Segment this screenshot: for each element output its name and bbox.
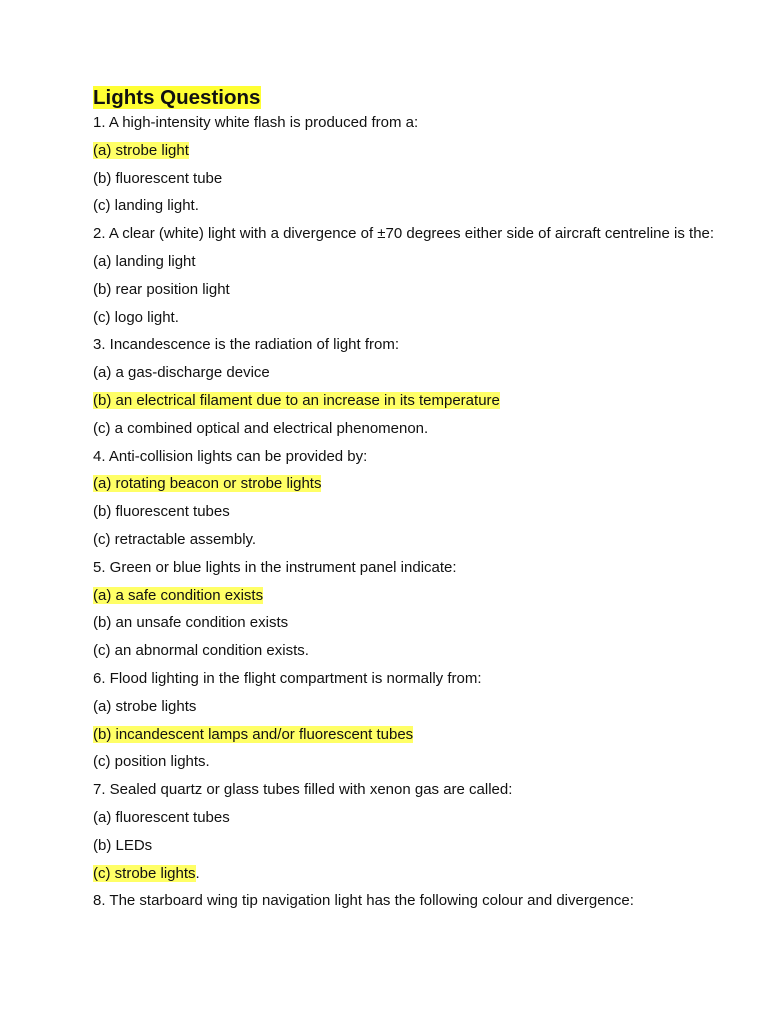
answer-option — [93, 142, 728, 160]
answer-text: (b) an unsafe condition exists — [93, 614, 289, 632]
answer-option — [93, 503, 728, 521]
answer-option — [93, 364, 728, 382]
answer-text: (b) fluorescent tubes — [93, 503, 230, 521]
title-highlight: Lights Questions — [93, 86, 261, 109]
answer-text: (b) fluorescent tube — [93, 169, 223, 187]
answer-option — [93, 837, 728, 855]
highlighted-answer: (b) incandescent lamps and/or fluorescent tubes — [93, 725, 414, 743]
question-text: 2. A clear (white) light with a divergence of ±70 degrees either side of aircraft centreline is the: — [93, 225, 715, 243]
answer-text: (a) a gas-discharge device — [93, 364, 270, 382]
answer-text: (b) LEDs — [93, 836, 153, 854]
answer-option — [93, 197, 728, 215]
answer-option — [93, 531, 728, 549]
answer-text: (c) retractable assembly. — [93, 530, 257, 548]
answer-option — [93, 698, 728, 716]
answer-text: (c) logo light. — [93, 308, 179, 326]
answer-option — [93, 309, 728, 327]
question-text: 8. The starboard wing tip navigation light has the following colour and divergence: — [93, 892, 634, 910]
answer-option — [93, 642, 728, 660]
answer-option — [93, 809, 728, 827]
answer-option — [93, 170, 728, 188]
answer-option — [93, 420, 728, 438]
answer-option — [93, 614, 728, 632]
answer-text: (c) position lights. — [93, 753, 210, 771]
answer-option — [93, 587, 728, 605]
answer-suffix: . — [195, 864, 200, 882]
highlighted-answer: (a) strobe light — [93, 141, 189, 159]
highlighted-answer: (a) rotating beacon or strobe lights — [93, 475, 322, 493]
question-text: 3. Incandescence is the radiation of light from: — [93, 336, 400, 354]
question-list — [93, 114, 728, 910]
answer-option — [93, 392, 728, 410]
document-page — [93, 84, 728, 920]
question-text: 1. A high-intensity white flash is produced from a: — [93, 114, 419, 131]
answer-text: (a) landing light — [93, 252, 196, 270]
page-title — [93, 84, 728, 112]
answer-text: (a) fluorescent tubes — [93, 808, 230, 826]
answer-text: (c) a combined optical and electrical phenomenon. — [93, 419, 429, 437]
highlighted-answer: (a) a safe condition exists — [93, 586, 264, 604]
answer-option — [93, 281, 728, 299]
question-text: 7. Sealed quartz or glass tubes filled with xenon gas are called: — [93, 781, 513, 799]
answer-text: (a) strobe lights — [93, 697, 197, 715]
highlighted-answer: (c) strobe lights — [93, 864, 196, 882]
answer-option — [93, 865, 728, 883]
answer-option — [93, 753, 728, 771]
question-text: 5. Green or blue lights in the instrument panel indicate: — [93, 558, 457, 576]
answer-option — [93, 726, 728, 744]
question-text: 4. Anti-collision lights can be provided by: — [93, 447, 368, 465]
answer-option — [93, 253, 728, 271]
answer-text: (b) rear position light — [93, 280, 230, 298]
answer-text: (c) landing light. — [93, 197, 199, 215]
answer-option — [93, 475, 728, 493]
answer-text: (c) an abnormal condition exists. — [93, 642, 309, 660]
highlighted-answer: (b) an electrical filament due to an increase in its temperature — [93, 391, 500, 409]
question-text: 6. Flood lighting in the flight compartment is normally from: — [93, 669, 482, 687]
